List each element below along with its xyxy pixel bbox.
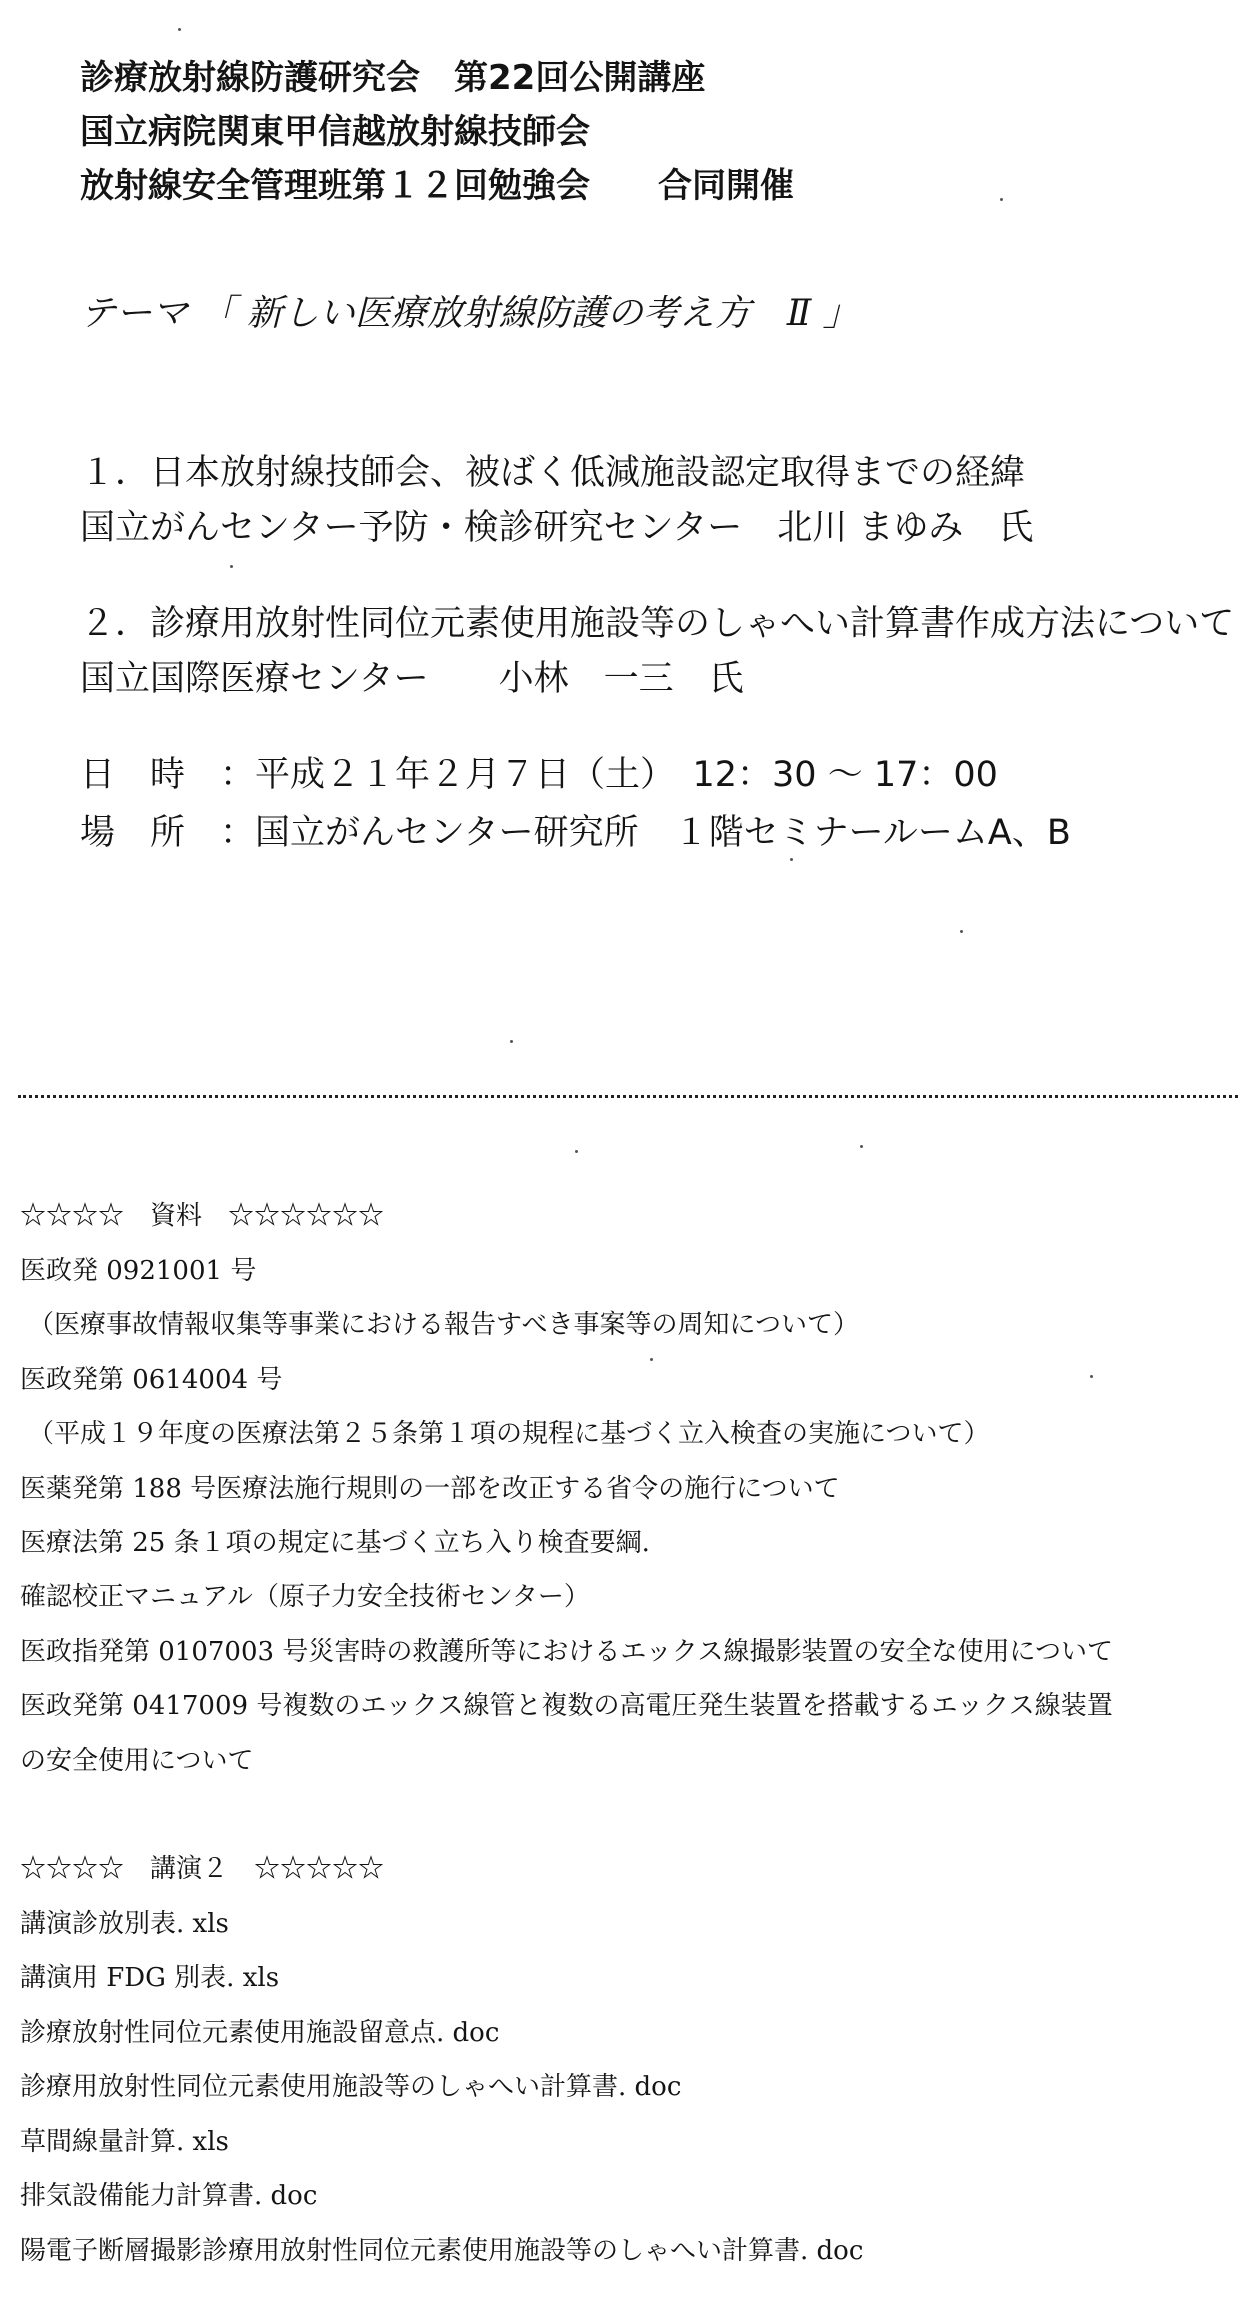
lecture-2-title: ２．診療用放射性同位元素使用施設等のしゃへい計算書作成方法について bbox=[80, 604, 1235, 644]
header-line-1: 診療放射線防護研究会 第22回公開講座 bbox=[80, 58, 706, 98]
dotted-divider bbox=[18, 1095, 1238, 1098]
file-item: 講演用 FDG 別表. xls bbox=[20, 1963, 280, 1993]
scan-speck bbox=[510, 1040, 513, 1043]
file-item: 診療放射性同位元素使用施設留意点. doc bbox=[20, 2018, 500, 2048]
schedule-date: 日 時 ：平成２１年２月７日（土） 12：30 ～ 17：00 bbox=[80, 755, 998, 795]
scan-speck bbox=[860, 1145, 863, 1148]
materials-item: 医政発第 0614004 号 bbox=[20, 1365, 283, 1395]
scan-speck bbox=[650, 1358, 653, 1361]
schedule-place: 場 所 ：国立がんセンター研究所 １階セミナールームA、B bbox=[80, 813, 1071, 853]
file-item: 陽電子断層撮影診療用放射性同位元素使用施設等のしゃへい計算書. doc bbox=[20, 2236, 864, 2266]
lecture2-files-heading: ☆☆☆☆ 講演２ ☆☆☆☆☆ bbox=[20, 1854, 385, 1884]
materials-item: 医薬発第 188 号医療法施行規則の一部を改正する省令の施行について bbox=[20, 1474, 840, 1504]
lecture-2-speaker: 国立国際医療センター 小林 一三 氏 bbox=[80, 659, 744, 699]
materials-item: 医療法第 25 条１項の規定に基づく立ち入り検査要綱. bbox=[20, 1528, 650, 1558]
materials-item: 確認校正マニュアル（原子力安全技術センター） bbox=[20, 1582, 590, 1612]
header-line-3: 放射線安全管理班第１２回勉強会 合同開催 bbox=[80, 166, 794, 206]
materials-item: 医政発 0921001 号 bbox=[20, 1256, 257, 1286]
scan-speck bbox=[960, 930, 963, 933]
file-item: 排気設備能力計算書. doc bbox=[20, 2181, 318, 2211]
materials-item: 医政指発第 0107003 号災害時の救護所等におけるエックス線撮影装置の安全な使用について bbox=[20, 1637, 1114, 1667]
materials-item: 医政発第 0417009 号複数のエックス線管と複数の高電圧発生装置を搭載するエックス線装置 bbox=[20, 1691, 1113, 1721]
scan-speck bbox=[178, 28, 181, 31]
scan-speck bbox=[1000, 198, 1003, 201]
materials-item: （平成１９年度の医療法第２５条第１項の規程に基づく立入検査の実施について） bbox=[28, 1419, 990, 1449]
materials-item: （医療事故情報収集等事業における報告すべき事案等の周知について） bbox=[28, 1310, 859, 1340]
lecture-1-speaker: 国立がんセンター予防・検診研究センター 北川 まゆみ 氏 bbox=[80, 508, 1034, 548]
file-item: 草間線量計算. xls bbox=[20, 2127, 229, 2157]
materials-item: の安全使用について bbox=[20, 1746, 254, 1776]
theme-line: テーマ 「 新しい医療放射線防護の考え方 Ⅱ 」 bbox=[80, 293, 859, 334]
materials-heading: ☆☆☆☆ 資料 ☆☆☆☆☆☆ bbox=[20, 1201, 385, 1231]
header-line-2: 国立病院関東甲信越放射線技師会 bbox=[80, 112, 590, 152]
scan-speck bbox=[575, 1150, 578, 1153]
scan-speck bbox=[790, 858, 793, 861]
file-item: 診療用放射性同位元素使用施設等のしゃへい計算書. doc bbox=[20, 2072, 682, 2102]
file-item: 講演診放別表. xls bbox=[20, 1909, 229, 1939]
scan-speck bbox=[230, 565, 233, 568]
lecture-1-title: １．日本放射線技師会、被ばく低減施設認定取得までの経緯 bbox=[80, 453, 1026, 493]
scan-speck bbox=[1090, 1375, 1093, 1378]
